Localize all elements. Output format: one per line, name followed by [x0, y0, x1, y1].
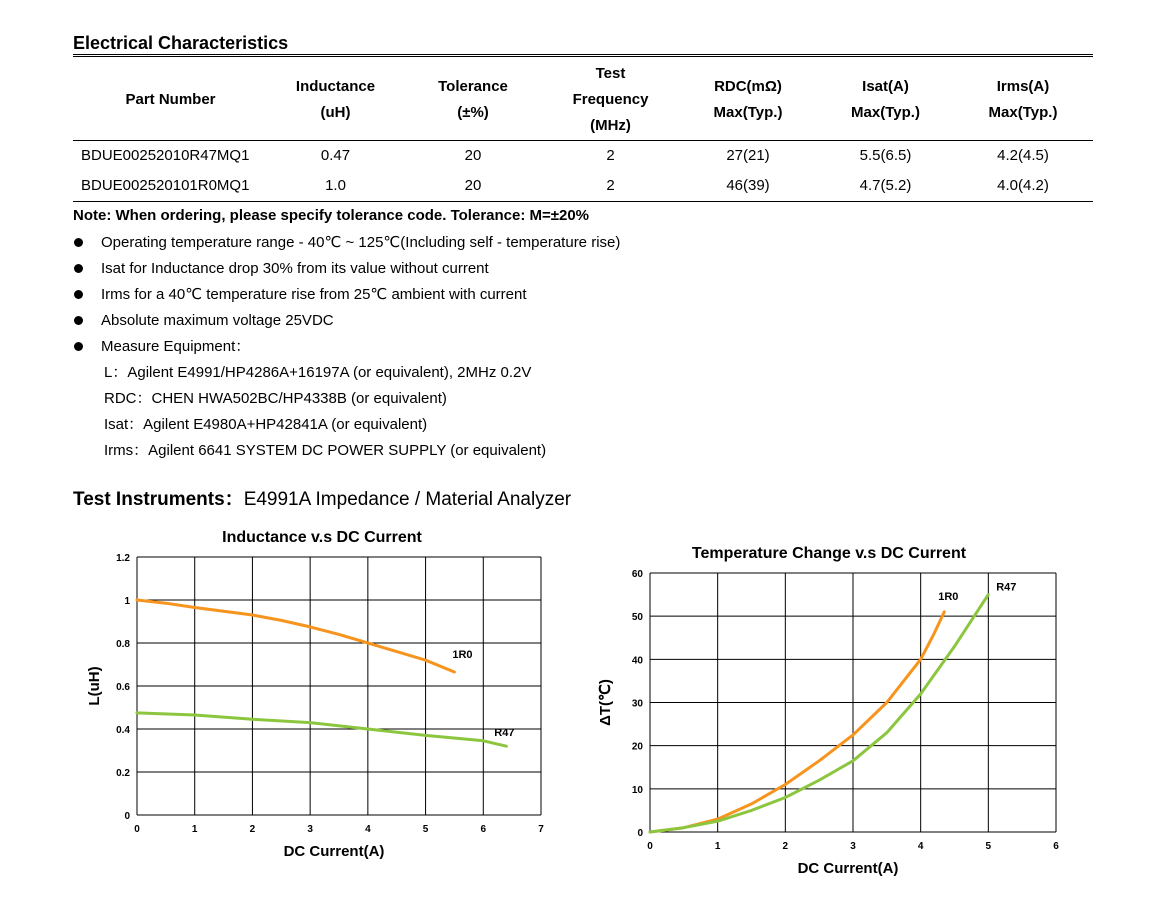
temperature-chart-y-tick: 60	[631, 569, 643, 580]
temperature-chart-y-tick: 0	[637, 828, 643, 839]
inductance-chart-x-tick: 1	[191, 824, 198, 835]
bullet-item: Absolute maximum voltage 25VDC	[73, 310, 620, 336]
cell-rdc: 27(21)	[726, 146, 770, 164]
header-irms: Irms(A) Max(Typ.)	[988, 78, 1058, 121]
inductance-chart-x-tick: 2	[249, 824, 256, 835]
temperature-chart-y-tick: 50	[631, 612, 643, 624]
inductance-chart-x-tick: 0	[134, 824, 140, 835]
inductance-chart-series-label-r47: R47	[494, 727, 515, 740]
inductance-chart-y-tick: 1.2	[116, 553, 130, 564]
temperature-chart-series-line-1r0	[650, 612, 944, 832]
table-bottom-rule	[73, 201, 1093, 202]
table-header-rule	[73, 140, 1093, 141]
header-rdc: RDC(mΩ) Max(Typ.)	[713, 78, 783, 121]
bullet-item: Irms for a 40℃ temperature rise from 25℃ ambient with current	[73, 284, 620, 310]
inductance-chart-y-tick: 0.4	[116, 725, 130, 736]
cell-irms: 4.0(4.2)	[997, 176, 1049, 194]
cell-rdc: 46(39)	[726, 176, 770, 194]
inductance-chart	[75, 522, 595, 862]
cell-tolerance: 20	[464, 176, 482, 194]
table-header-row	[73, 60, 1093, 140]
header-inductance: Inductance (uH)	[295, 78, 376, 121]
test-instruments	[73, 484, 571, 511]
temperature-chart-y-axis-label: ΔT(℃)	[597, 679, 614, 726]
temperature-chart-x-tick: 5	[985, 841, 992, 852]
inductance-chart-x-axis-label: DC Current(A)	[283, 843, 385, 860]
table-row	[73, 140, 1093, 170]
cell-isat: 4.7(5.2)	[859, 176, 912, 194]
cell-inductance: 1.0	[325, 176, 346, 194]
cell-irms: 4.2(4.5)	[997, 146, 1049, 164]
temperature-chart-x-tick: 1	[714, 841, 721, 852]
bullet-dot-icon	[74, 238, 83, 247]
temperature-chart-y-tick: 30	[631, 698, 643, 710]
bullet-dot-icon	[74, 264, 83, 273]
temperature-chart-x-axis-label: DC Current(A)	[797, 860, 899, 877]
temperature-chart-title: Temperature Change v.s DC Current	[691, 545, 967, 562]
section-title: Electrical Characteristics	[73, 33, 289, 53]
inductance-chart-y-axis-label: L(uH)	[86, 666, 103, 706]
temperature-chart-x-tick: 6	[1053, 841, 1059, 852]
temperature-chart-y-tick: 20	[631, 741, 643, 753]
equipment-item: RDC：CHEN HWA502BC/HP4338B (or equivalent)	[104, 390, 447, 407]
inductance-chart-series-line-1r0	[137, 600, 454, 672]
cell-part-number: BDUE00252010R47MQ1	[81, 146, 250, 164]
inductance-chart-y-tick: 1	[124, 596, 130, 607]
table-row	[73, 170, 1093, 200]
inductance-chart-series-line-r47	[137, 713, 506, 746]
equipment-list	[104, 362, 546, 466]
inductance-chart-title: Inductance v.s DC Current	[222, 529, 422, 546]
temperature-chart	[592, 538, 1112, 898]
cell-frequency: 2	[606, 146, 615, 164]
header-tolerance: Tolerance (±%)	[438, 78, 508, 121]
cell-tolerance: 20	[464, 146, 482, 164]
temperature-chart-series-label-1r0: 1R0	[938, 590, 959, 603]
cell-isat: 5.5(6.5)	[859, 146, 912, 164]
inductance-chart-x-tick: 3	[307, 824, 313, 835]
temperature-chart-y-tick: 10	[631, 784, 643, 796]
bullet-item: Operating temperature range - 40℃ ~ 125℃(Including self - temperature rise)	[73, 232, 620, 258]
inductance-chart-x-tick: 6	[480, 824, 487, 835]
inductance-chart-y-tick: 0.6	[116, 682, 130, 693]
temperature-chart-x-tick: 2	[782, 841, 789, 852]
bullet-item: Measure Equipment：	[73, 336, 620, 362]
cell-inductance: 0.47	[320, 146, 351, 164]
temperature-chart-y-tick: 40	[631, 655, 643, 667]
inductance-chart-x-tick: 5	[422, 824, 429, 835]
temperature-chart-series-label-r47: R47	[996, 581, 1017, 594]
bullet-dot-icon	[74, 290, 83, 299]
header-isat: Isat(A) Max(Typ.)	[851, 78, 920, 121]
ordering-note: Note: When ordering, please specify tolerance code. Tolerance: M=±20%	[73, 207, 590, 224]
temperature-chart-x-tick: 4	[917, 841, 924, 852]
instruments-value: E4991A Impedance / Material Analyzer	[243, 489, 572, 510]
temperature-chart-x-tick: 0	[647, 841, 653, 852]
bullet-dot-icon	[74, 342, 83, 351]
equipment-item: Irms：Agilent 6641 SYSTEM DC POWER SUPPLY (or equivalent)	[104, 442, 547, 459]
table-top-rule	[73, 54, 1093, 57]
bullet-item: Isat for Inductance drop 30% from its value without current	[73, 258, 620, 284]
inductance-chart-x-tick: 4	[365, 824, 371, 835]
inductance-chart-y-tick: 0	[124, 811, 130, 822]
instruments-label: Test Instruments：	[73, 489, 244, 510]
temperature-chart-x-tick: 3	[850, 841, 856, 852]
equipment-item: L：Agilent E4991/HP4286A+16197A (or equivalent), 2MHz 0.2V	[104, 364, 532, 381]
cell-frequency: 2	[606, 176, 615, 194]
header-part-number: Part Number	[125, 91, 216, 108]
inductance-chart-y-tick: 0.2	[116, 768, 130, 779]
equipment-item: Isat：Agilent E4980A+HP42841A (or equivalent)	[104, 416, 428, 433]
header-test-frequency: Test Frequency (MHz)	[572, 65, 649, 134]
inductance-chart-x-tick: 7	[538, 824, 544, 835]
cell-part-number: BDUE002520101R0MQ1	[81, 176, 250, 194]
inductance-chart-series-label-1r0: 1R0	[452, 649, 473, 662]
inductance-chart-y-tick: 0.8	[116, 639, 130, 650]
spec-bullet-list	[73, 232, 620, 362]
temperature-chart-series-line-r47	[650, 595, 988, 832]
spec-table	[73, 60, 1093, 200]
bullet-dot-icon	[74, 316, 83, 325]
